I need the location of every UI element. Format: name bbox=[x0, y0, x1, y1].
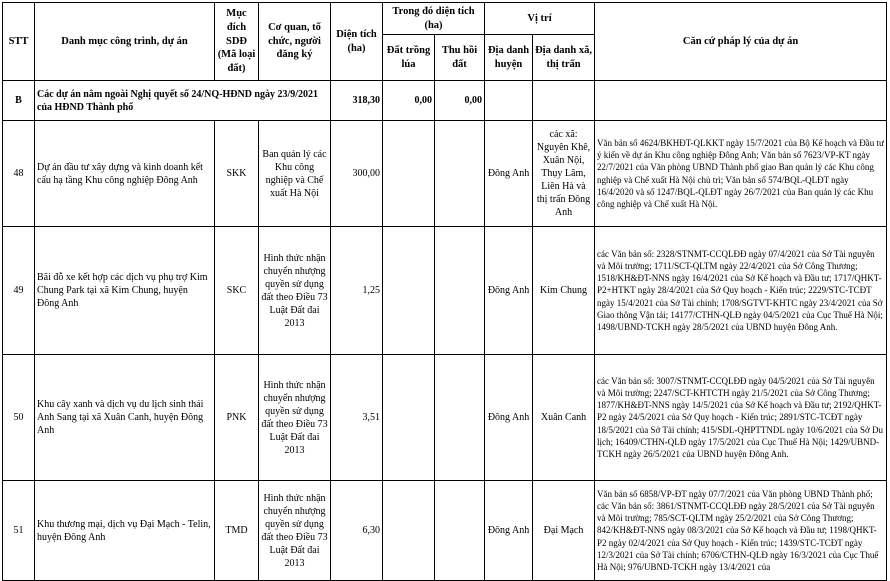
section-b-commune bbox=[533, 81, 595, 121]
row-area: 3,51 bbox=[331, 355, 383, 481]
row-legal-basis: Văn bản số 6858/VP-ĐT ngày 07/7/2021 của Văn phòng UBND Thành phố; các Văn bản số: 3861/STNMT-CCQLĐĐ ngày 28/5/2021 của Sở Tài nguyên và Môi trường; 785/SCT-QLTM ngày 25/2/2021 của Sở Công Thương; 842/KH&ĐT-NNS ngày 08/3/2021 của Sở Kế hoạch và Đầu tư; 1198/QHKT-P2 ngày 02/4/2021 của Sở Quy hoạch - Kiến trúc; 1439/STC-TCĐT ngày 12/3/2021 của Sở Tài chính; 6706/CTHN-QLĐ ngày 16/3/2021 của Cục Thuế Hà Nội; 976/UBND-TCKH ngày 13/4/2021 của bbox=[595, 481, 887, 581]
row-legal-basis: Văn bản số 4624/BKHĐT-QLKKT ngày 15/7/2021 của Bộ Kế hoạch và Đầu tư ý kiến về dự án Khu công nghiệp Đông Anh; Văn bản số 7623/VP-KT ngày 22/7/2021 của Văn phòng UBND Thành phố giao Ban quản lý các Khu công nghiệp và Chế xuất Hà Nội chủ trì; Văn bản số 574/BQL-QLĐT ngày 16/4/2020 và số 1247/BQL-QLĐT ngày 26/7/2021 của Ban quản lý các Khu công nghiệp và Chế xuất Hà Nội. bbox=[595, 121, 887, 227]
row-recovered-land bbox=[435, 121, 485, 227]
header-area: Diện tích (ha) bbox=[331, 3, 383, 81]
row-stt: 51 bbox=[3, 481, 35, 581]
section-b-row bbox=[3, 81, 887, 121]
header-legal-basis: Căn cứ pháp lý của dự án bbox=[595, 3, 887, 81]
row-stt: 48 bbox=[3, 121, 35, 227]
header-location: Vị trí bbox=[485, 3, 595, 35]
row-commune: Xuân Canh bbox=[533, 355, 595, 481]
header-land-purpose: Mục đích SDĐ (Mã loại đất) bbox=[215, 3, 259, 81]
section-b-recovered-land: 0,00 bbox=[435, 81, 485, 121]
row-rice-land bbox=[383, 355, 435, 481]
row-area: 300,00 bbox=[331, 121, 383, 227]
table-row bbox=[3, 121, 887, 227]
row-rice-land bbox=[383, 227, 435, 355]
row-area: 1,25 bbox=[331, 227, 383, 355]
header-rice-land: Đất trồng lúa bbox=[383, 35, 435, 81]
row-land-purpose: SKK bbox=[215, 121, 259, 227]
row-recovered-land bbox=[435, 355, 485, 481]
table-row bbox=[3, 481, 887, 581]
section-b-stt: B bbox=[3, 81, 35, 121]
row-agency: Hình thức nhận chuyển nhượng quyền sử dụng đất theo Điều 73 Luật Đất đai 2013 bbox=[259, 227, 331, 355]
row-rice-land bbox=[383, 121, 435, 227]
row-district: Đông Anh bbox=[485, 227, 533, 355]
header-district: Địa danh huyện bbox=[485, 35, 533, 81]
row-recovered-land bbox=[435, 481, 485, 581]
row-commune: Kim Chung bbox=[533, 227, 595, 355]
row-rice-land bbox=[383, 481, 435, 581]
row-district: Đông Anh bbox=[485, 121, 533, 227]
row-land-purpose: PNK bbox=[215, 355, 259, 481]
row-project-name: Khu cây xanh và dịch vụ du lịch sinh thái Anh Sang tại xã Xuân Canh, huyện Đông Anh bbox=[35, 355, 215, 481]
row-project-name: Dự án đầu tư xây dựng và kinh doanh kết cấu hạ tầng Khu công nghiệp Đông Anh bbox=[35, 121, 215, 227]
table-row bbox=[3, 227, 887, 355]
row-district: Đông Anh bbox=[485, 355, 533, 481]
row-recovered-land bbox=[435, 227, 485, 355]
header-agency: Cơ quan, tổ chức, người đăng ký bbox=[259, 3, 331, 81]
section-b-district bbox=[485, 81, 533, 121]
header-recovered-land: Thu hồi đất bbox=[435, 35, 485, 81]
row-commune: các xã: Nguyên Khê, Xuân Nội, Thụy Lâm, Liên Hà và thị trấn Đông Anh bbox=[533, 121, 595, 227]
section-b-area: 318,30 bbox=[331, 81, 383, 121]
row-project-name: Bãi đỗ xe kết hợp các dịch vụ phụ trợ Kim Chung Park tại xã Kim Chung, huyện Đông Anh bbox=[35, 227, 215, 355]
row-stt: 49 bbox=[3, 227, 35, 355]
row-legal-basis: các Văn bản số: 3007/STNMT-CCQLĐĐ ngày 04/5/2021 của Sở Tài nguyên và Môi trường; 2247/SCT-KHTCTH ngày 21/5/2021 của Sở Công Thương; 1877/KH&ĐT-NNS ngày 14/5/2021 của Sở Kế hoạch và Đầu tư; 2192/QHKT-P2 ngày 24/5/2021 của Sở Quy hoạch - Kiến trúc; 2891/STC-TCĐT ngày 18/5/2021 của Sở Tài chính; 415/SDL-QHPTTNDL ngày 10/6/2021 của Sở Du lịch; 16409/CTHN-QLĐ ngày 17/5/2021 của Cục Thuế Hà Nội; 1429/UBND-TCKH ngày 26/5/2021 của UBND huyện Đông Anh. bbox=[595, 355, 887, 481]
header-of-which: Trong đó diện tích (ha) bbox=[383, 3, 485, 35]
section-b-title: Các dự án nằm ngoài Nghị quyết số 24/NQ-HĐND ngày 23/9/2021 của HĐND Thành phố bbox=[35, 81, 331, 121]
section-b-rice-land: 0,00 bbox=[383, 81, 435, 121]
row-project-name: Khu thương mại, dịch vụ Đại Mạch - Telin, huyện Đông Anh bbox=[35, 481, 215, 581]
header-commune: Địa danh xã, thị trấn bbox=[533, 35, 595, 81]
section-b-legal-basis bbox=[595, 81, 887, 121]
row-land-purpose: SKC bbox=[215, 227, 259, 355]
row-land-purpose: TMD bbox=[215, 481, 259, 581]
row-district: Đông Anh bbox=[485, 481, 533, 581]
row-stt: 50 bbox=[3, 355, 35, 481]
table-row bbox=[3, 355, 887, 481]
header-stt: STT bbox=[3, 3, 35, 81]
row-agency: Hình thức nhận chuyển nhượng quyền sử dụng đất theo Điều 73 Luật Đất đai 2013 bbox=[259, 481, 331, 581]
row-legal-basis: các Văn bản số: 2328/STNMT-CCQLĐĐ ngày 07/4/2021 của Sở Tài nguyên và Môi trường; 1711/SCT-QLTM ngày 22/4/2021 của Sở Công Thương; 1518/KH&ĐT-NNS ngày 16/4/2021 của Sở Kế hoạch và Đầu tư; 1717/QHKT-P2+HTKT ngày 28/4/2021 của Sở Quy hoạch - Kiến trúc; 2229/STC-TCĐT ngày 15/4/2021 của Sở Tài chính; 1708/SGTVT-KHTC ngày 23/4/2021 của Sở Giao thông Vận tải; 14177/CTHN-QLĐ ngày 04/5/2021 của Cục Thuế Hà Nội; 1498/UBND-TCKH ngày 28/5/2021 của UBND huyện Đông Anh. bbox=[595, 227, 887, 355]
row-area: 6,30 bbox=[331, 481, 383, 581]
row-agency: Ban quản lý các Khu công nghiệp và Chế xuất Hà Nội bbox=[259, 121, 331, 227]
row-agency: Hình thức nhận chuyển nhượng quyền sử dụng đất theo Điều 73 Luật Đất đai 2013 bbox=[259, 355, 331, 481]
header-project-name: Danh mục công trình, dự án bbox=[35, 3, 215, 81]
table-header bbox=[3, 3, 887, 81]
row-commune: Đại Mạch bbox=[533, 481, 595, 581]
projects-table bbox=[2, 2, 887, 581]
